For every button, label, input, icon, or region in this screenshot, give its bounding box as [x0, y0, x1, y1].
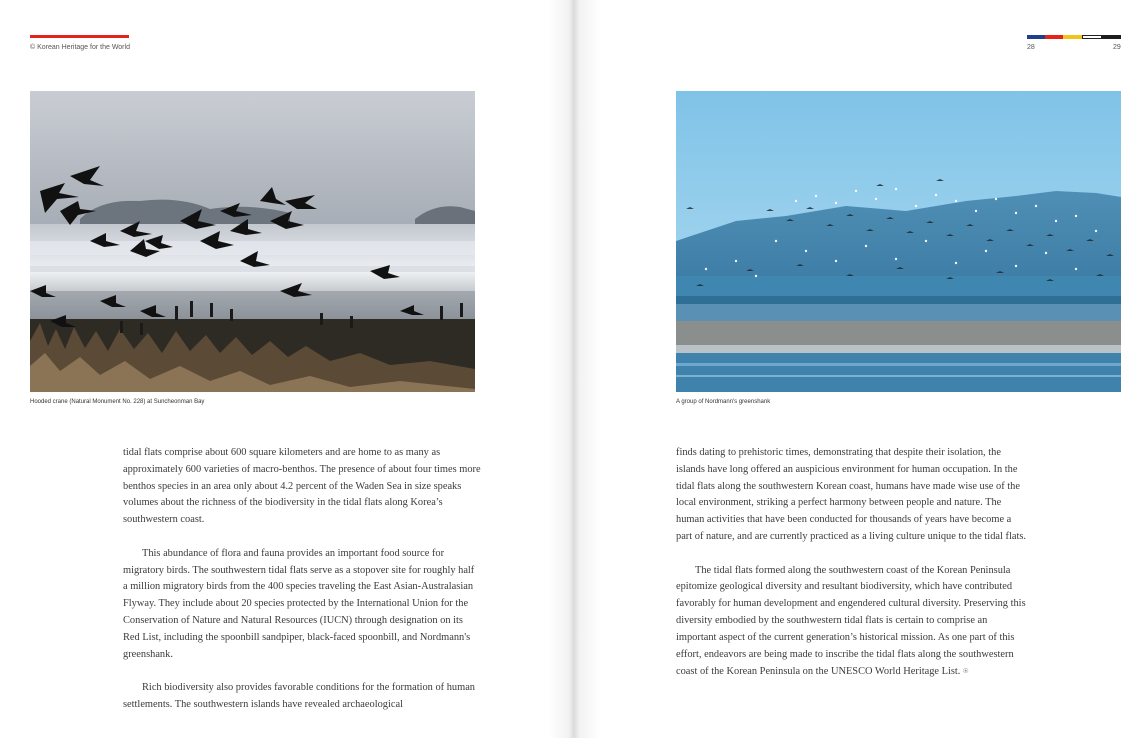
header-accent-bar [30, 35, 129, 38]
color-bar-yellow [1063, 35, 1082, 39]
color-bar-white [1082, 35, 1102, 39]
photo-greenshank-flock [676, 91, 1121, 392]
photo-caption-right: A group of Nordmann's greenshank [676, 399, 771, 405]
left-paragraph-3: Rich biodiversity also provides favorable conditions for the formation of human settlements. The southwestern islands have revealed archaeological [123, 682, 476, 710]
unesco-emblem-icon: ⍟ [962, 666, 969, 677]
color-bar-black [1102, 35, 1121, 39]
left-paragraph-2: This abundance of flora and fauna provides an important food source for migratory birds. The southwestern tidal flats serve as a stopover site for roughly half a million migratory birds from the 400 species traveling the East Asian-Australasian Flyway. They include about 20 species protected by the International Union for the Conservation of Nature and Natural Resources (IUCN) through designation on its Red List, including the spoonbill sandpiper, black-faced spoonbill, and Nordmann's greenshank. [123, 547, 475, 660]
right-paragraph-1: finds dating to prehistoric times, demonstrating that despite their isolation, the islands have long offered an auspicious environment for human occupation. In the tidal flats along the southwestern Korean coast, humans have made wise use of the local environment, striking a perfect harmony between people and nature. The human activities that have been conducted for thousands of years have become a part of nature, and are currently practiced as a living culture unique to the tidal flats. [676, 447, 1026, 542]
color-bar-red [1045, 35, 1063, 39]
photo-caption-left: Hooded crane (Natural Monument No. 228) at Suncheonman Bay [30, 399, 205, 405]
right-paragraph-2 [676, 563, 1028, 682]
page-number-left: 28 [1027, 44, 1035, 51]
running-header: © Korean Heritage for the World [30, 44, 130, 51]
left-text-column [123, 445, 481, 714]
right-text-column [676, 445, 1028, 681]
right-paragraph-2-text: The tidal flats formed along the southwestern coast of the Korean Peninsula epitomize geological diversity and resultant biodiversity, which have contributed favorably for human development and engendered cultural diversity. Preserving this diversity embodied by the southwestern tidal flats is certain to comprise an important aspect of the current generation’s historical mission. As one part of this effort, endeavors are being made to inscribe the tidal flats along the southwestern coast of the Korean Peninsula on the UNESCO World Heritage List. [676, 564, 1026, 678]
page-number-right: 29 [1113, 44, 1121, 51]
color-bar-blue [1027, 35, 1045, 39]
photo-hooded-cranes [30, 91, 475, 392]
left-paragraph-1: tidal flats comprise about 600 square kilometers and are home to as many as approximately 600 varieties of macro-benthos. The presence of about four times more benthos species in an area only about 4.2 percent of the Waden Sea in size speaks volumes about the richness of the biodiversity in the tidal flats along Korea’s southwestern coast. [123, 447, 481, 526]
